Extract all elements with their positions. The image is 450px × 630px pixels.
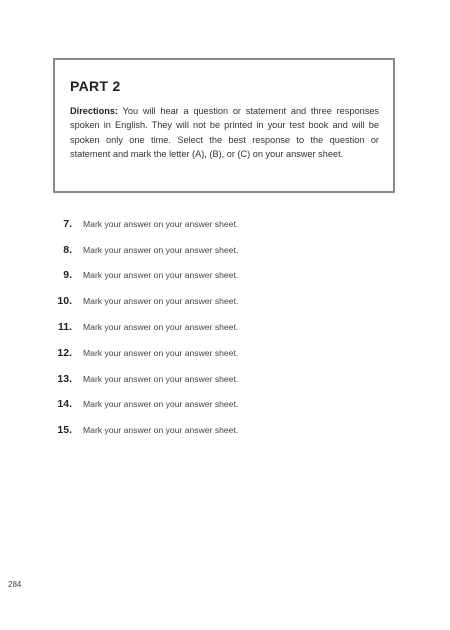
directions-label: Directions: (70, 106, 118, 116)
question-item (40, 263, 400, 289)
question-number: 9. (63, 269, 72, 282)
question-item (40, 417, 400, 443)
directions-text: You will hear a question or statement and three responses spoken in English. They will not be printed in your test book and will be spoken only one time. Select the best response to the question or statement and mark the letter (A), (B), or (C) on your answer sheet. (70, 106, 379, 160)
question-number: 11. (57, 321, 72, 334)
question-instruction: Mark your answer on your answer sheet. (83, 270, 239, 281)
question-instruction: Mark your answer on your answer sheet. (83, 425, 239, 436)
page-number: 284 (8, 580, 22, 589)
question-item (40, 366, 400, 392)
question-number: 12. (57, 346, 72, 359)
question-item (40, 392, 400, 418)
directions-box (53, 58, 395, 193)
question-instruction: Mark your answer on your answer sheet. (83, 322, 239, 333)
question-instruction: Mark your answer on your answer sheet. (83, 218, 239, 229)
question-number: 8. (63, 243, 72, 256)
question-number: 10. (57, 295, 72, 308)
question-item (40, 340, 400, 366)
question-number: 7. (63, 217, 72, 230)
question-item (40, 211, 400, 237)
question-number: 14. (57, 398, 72, 411)
question-instruction: Mark your answer on your answer sheet. (83, 373, 239, 384)
question-instruction: Mark your answer on your answer sheet. (83, 347, 239, 358)
question-instruction: Mark your answer on your answer sheet. (83, 296, 239, 307)
question-instruction: Mark your answer on your answer sheet. (83, 244, 239, 255)
question-number: 13. (57, 372, 72, 385)
question-list (40, 211, 400, 443)
question-number: 15. (57, 424, 72, 437)
question-instruction: Mark your answer on your answer sheet. (83, 399, 239, 410)
question-item (40, 237, 400, 263)
question-item (40, 288, 400, 314)
directions-paragraph (70, 104, 379, 162)
question-item (40, 314, 400, 340)
part-title: PART 2 (70, 78, 121, 94)
